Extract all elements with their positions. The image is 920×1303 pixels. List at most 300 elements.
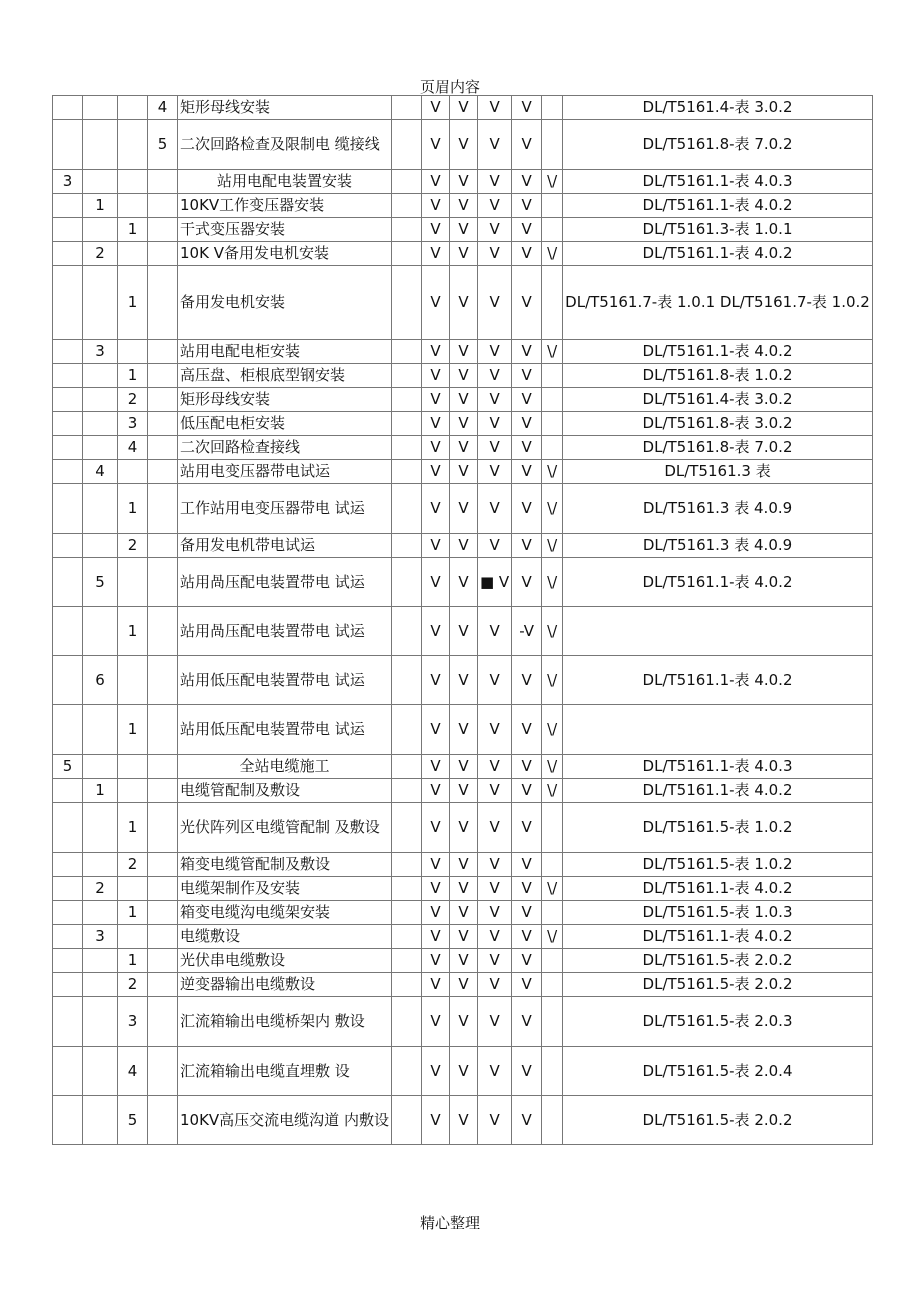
level-1-number (53, 1096, 83, 1145)
level-3-number: 1 (118, 218, 148, 242)
standard-reference: DL/T5161.1-表 4.0.2 (563, 340, 873, 364)
standard-reference: DL/T5161.8-表 7.0.2 (563, 120, 873, 170)
level-4-number (148, 656, 178, 705)
level-1-number: 3 (53, 170, 83, 194)
slash-mark (542, 194, 563, 218)
table-row (53, 218, 873, 242)
item-name: 低压配电柜安装 (178, 412, 392, 436)
table-row (53, 997, 873, 1047)
check-mark: V (449, 949, 477, 973)
standard-reference: DL/T5161.1-表 4.0.2 (563, 194, 873, 218)
check-mark: V (477, 96, 511, 120)
table-row (53, 484, 873, 534)
check-mark: V (477, 705, 511, 755)
item-name: 电缆架制作及安装 (178, 877, 392, 901)
standard-reference: DL/T5161.1-表 4.0.2 (563, 656, 873, 705)
blank-cell (391, 1047, 421, 1096)
check-mark: V (512, 412, 542, 436)
check-mark: V (421, 96, 449, 120)
blank-cell (391, 170, 421, 194)
level-3-number (118, 96, 148, 120)
page-header: 页眉内容 (419, 78, 480, 96)
item-name: 站用电配电柜安装 (178, 340, 392, 364)
check-mark: V (512, 436, 542, 460)
level-3-number: 4 (118, 436, 148, 460)
check-mark: V (449, 901, 477, 925)
check-mark: V (421, 877, 449, 901)
blank-cell (391, 607, 421, 656)
level-2-number: 1 (83, 194, 118, 218)
slash-mark (542, 901, 563, 925)
item-name: 10KV工作变压器安装 (178, 194, 392, 218)
standard-reference: DL/T5161.1-表 4.0.3 (563, 170, 873, 194)
level-1-number (53, 803, 83, 853)
level-4-number (148, 266, 178, 340)
standard-reference: DL/T5161.3 表 4.0.9 (563, 484, 873, 534)
item-name: 站用电变压器带电试运 (178, 460, 392, 484)
blank-cell (391, 412, 421, 436)
check-mark: V (512, 705, 542, 755)
item-name: 汇流箱输出电缆直埋敷 设 (178, 1047, 392, 1096)
level-2-number: 2 (83, 877, 118, 901)
level-2-number (83, 388, 118, 412)
item-name: 逆变器输出电缆敷设 (178, 973, 392, 997)
level-3-number: 1 (118, 484, 148, 534)
level-1-number (53, 705, 83, 755)
check-mark: V (477, 607, 511, 656)
level-2-number (83, 997, 118, 1047)
slash-mark (542, 388, 563, 412)
standard-reference: DL/T5161.1-表 4.0.2 (563, 925, 873, 949)
level-1-number (53, 218, 83, 242)
table-row (53, 1047, 873, 1096)
check-mark: V (421, 1047, 449, 1096)
check-mark: V (449, 388, 477, 412)
item-name: 全站电缆施工 (178, 755, 392, 779)
standard-reference: DL/T5161.3 表 4.0.9 (563, 534, 873, 558)
level-4-number (148, 997, 178, 1047)
level-3-number (118, 460, 148, 484)
slash-mark (542, 973, 563, 997)
level-4-number (148, 607, 178, 656)
table-row (53, 364, 873, 388)
standard-reference: DL/T5161.4-表 3.0.2 (563, 96, 873, 120)
slash-mark: \/ (542, 779, 563, 803)
check-mark: V (512, 803, 542, 853)
level-3-number: 2 (118, 973, 148, 997)
item-name: 站用低压配电装置带电 试运 (178, 705, 392, 755)
check-mark: V (449, 242, 477, 266)
check-mark: V (421, 853, 449, 877)
item-name: 矩形母线安装 (178, 388, 392, 412)
level-2-number (83, 705, 118, 755)
check-mark: V (421, 436, 449, 460)
slash-mark: \/ (542, 340, 563, 364)
check-mark: V (512, 656, 542, 705)
check-mark: V (449, 96, 477, 120)
slash-mark (542, 412, 563, 436)
table-row (53, 170, 873, 194)
check-mark: V (449, 340, 477, 364)
check-mark: V (421, 170, 449, 194)
table-row (53, 607, 873, 656)
check-mark: V (421, 340, 449, 364)
check-mark: V (477, 194, 511, 218)
level-3-number: 2 (118, 388, 148, 412)
level-2-number: 6 (83, 656, 118, 705)
level-4-number (148, 242, 178, 266)
check-mark: V (512, 779, 542, 803)
level-3-number (118, 558, 148, 607)
check-mark: V (421, 949, 449, 973)
check-mark: V (512, 534, 542, 558)
check-mark: V (477, 388, 511, 412)
slash-mark: \/ (542, 534, 563, 558)
check-mark: V (512, 340, 542, 364)
level-3-number (118, 120, 148, 170)
blank-cell (391, 705, 421, 755)
item-name: 光伏阵列区电缆管配制 及敷设 (178, 803, 392, 853)
level-1-number (53, 779, 83, 803)
level-3-number: 1 (118, 607, 148, 656)
check-mark: V (477, 340, 511, 364)
table-row (53, 96, 873, 120)
standard-reference: DL/T5161.3-表 1.0.1 (563, 218, 873, 242)
table-row (53, 925, 873, 949)
check-mark: V (477, 412, 511, 436)
level-3-number: 4 (118, 1047, 148, 1096)
check-mark: V (449, 779, 477, 803)
table-row (53, 436, 873, 460)
level-4-number (148, 1047, 178, 1096)
level-2-number: 3 (83, 340, 118, 364)
level-1-number (53, 242, 83, 266)
slash-mark (542, 120, 563, 170)
table-row (53, 340, 873, 364)
level-4-number (148, 705, 178, 755)
level-4-number (148, 460, 178, 484)
check-mark: V (421, 997, 449, 1047)
check-mark: V (421, 388, 449, 412)
check-mark: V (449, 997, 477, 1047)
blank-cell (391, 877, 421, 901)
level-1-number (53, 901, 83, 925)
check-mark: V (449, 1047, 477, 1096)
check-mark: V (477, 901, 511, 925)
check-mark: V (477, 656, 511, 705)
item-name: 站用咼压配电装置带电 试运 (178, 558, 392, 607)
check-mark: V (477, 436, 511, 460)
check-mark: V (512, 973, 542, 997)
check-mark: V (449, 705, 477, 755)
item-name: 10KV高压交流电缆沟道 内敷设 (178, 1096, 392, 1145)
blank-cell (391, 484, 421, 534)
level-1-number (53, 534, 83, 558)
standard-reference: DL/T5161.8-表 7.0.2 (563, 436, 873, 460)
blank-cell (391, 242, 421, 266)
standard-reference: DL/T5161.5-表 2.0.3 (563, 997, 873, 1047)
check-mark: V (421, 558, 449, 607)
level-4-number (148, 779, 178, 803)
level-4-number: 5 (148, 120, 178, 170)
check-mark: V (449, 558, 477, 607)
slash-mark (542, 96, 563, 120)
blank-cell (391, 853, 421, 877)
check-mark: V (477, 170, 511, 194)
level-3-number: 1 (118, 949, 148, 973)
slash-mark (542, 1096, 563, 1145)
blank-cell (391, 558, 421, 607)
slash-mark: \/ (542, 925, 563, 949)
level-4-number (148, 412, 178, 436)
check-mark: V (512, 1047, 542, 1096)
blank-cell (391, 266, 421, 340)
check-mark: V (512, 218, 542, 242)
blank-cell (391, 973, 421, 997)
level-4-number (148, 484, 178, 534)
slash-mark (542, 364, 563, 388)
level-2-number (83, 266, 118, 340)
table-row (53, 901, 873, 925)
level-2-number (83, 1047, 118, 1096)
item-name: 备用发电机安装 (178, 266, 392, 340)
check-mark: V (449, 925, 477, 949)
level-3-number: 5 (118, 1096, 148, 1145)
check-mark: V (421, 412, 449, 436)
item-name: 电缆敷设 (178, 925, 392, 949)
check-mark: V (421, 484, 449, 534)
level-4-number (148, 194, 178, 218)
item-name: 二次回路检查接线 (178, 436, 392, 460)
level-2-number (83, 484, 118, 534)
blank-cell (391, 364, 421, 388)
slash-mark: \/ (542, 558, 563, 607)
level-1-number (53, 436, 83, 460)
standard-reference: DL/T5161.5-表 1.0.3 (563, 901, 873, 925)
slash-mark: \/ (542, 242, 563, 266)
check-mark: V (449, 120, 477, 170)
level-2-number (83, 607, 118, 656)
check-mark: V (449, 755, 477, 779)
blank-cell (391, 997, 421, 1047)
check-mark: V (449, 1096, 477, 1145)
level-1-number (53, 484, 83, 534)
blank-cell (391, 120, 421, 170)
construction-items-table (52, 95, 873, 1145)
level-3-number (118, 242, 148, 266)
slash-mark: \/ (542, 484, 563, 534)
level-2-number (83, 853, 118, 877)
level-1-number (53, 853, 83, 877)
level-1-number (53, 656, 83, 705)
level-4-number (148, 558, 178, 607)
table-row (53, 949, 873, 973)
check-mark: V (477, 534, 511, 558)
standard-reference: DL/T5161.1-表 4.0.2 (563, 242, 873, 266)
standard-reference: DL/T5161.5-表 2.0.2 (563, 949, 873, 973)
check-mark: V (477, 877, 511, 901)
item-name: 箱变电缆管配制及敷设 (178, 853, 392, 877)
blank-cell (391, 388, 421, 412)
level-2-number: 3 (83, 925, 118, 949)
blank-cell (391, 803, 421, 853)
table-row (53, 388, 873, 412)
check-mark: V (512, 194, 542, 218)
level-3-number: 1 (118, 901, 148, 925)
level-4-number (148, 877, 178, 901)
table-row (53, 803, 873, 853)
level-1-number (53, 340, 83, 364)
table-row (53, 412, 873, 436)
check-mark: V (512, 997, 542, 1047)
check-mark: V (477, 120, 511, 170)
blank-cell (391, 218, 421, 242)
level-4-number (148, 218, 178, 242)
slash-mark: \/ (542, 755, 563, 779)
standard-reference (563, 607, 873, 656)
slash-mark: \/ (542, 607, 563, 656)
check-mark: V (512, 853, 542, 877)
level-4-number (148, 755, 178, 779)
blank-cell (391, 194, 421, 218)
standard-reference: DL/T5161.8-表 1.0.2 (563, 364, 873, 388)
check-mark: V (421, 194, 449, 218)
standard-reference: DL/T5161.1-表 4.0.2 (563, 779, 873, 803)
standard-reference: DL/T5161.1-表 4.0.2 (563, 558, 873, 607)
level-4-number (148, 388, 178, 412)
level-3-number: 1 (118, 266, 148, 340)
level-1-number (53, 120, 83, 170)
standard-reference: DL/T5161.7-表 1.0.1 DL/T5161.7-表 1.0.2 (563, 266, 873, 340)
item-name: 二次回路检查及限制电 缆接线 (178, 120, 392, 170)
standard-reference: DL/T5161.5-表 2.0.2 (563, 973, 873, 997)
check-mark: V (512, 877, 542, 901)
blank-cell (391, 460, 421, 484)
check-mark: V (512, 364, 542, 388)
check-mark: V (449, 218, 477, 242)
level-2-number (83, 973, 118, 997)
level-1-number (53, 877, 83, 901)
standard-reference: DL/T5161.5-表 2.0.4 (563, 1047, 873, 1096)
level-3-number: 2 (118, 853, 148, 877)
level-1-number (53, 949, 83, 973)
check-mark: V (512, 1096, 542, 1145)
check-mark: V (512, 460, 542, 484)
check-mark: V (449, 266, 477, 340)
level-1-number (53, 997, 83, 1047)
level-4-number (148, 340, 178, 364)
item-name: 站用电配电装置安装 (178, 170, 392, 194)
level-2-number (83, 534, 118, 558)
level-2-number (83, 803, 118, 853)
check-mark: -V (512, 607, 542, 656)
item-name: 站用咼压配电装置带电 试运 (178, 607, 392, 656)
slash-mark: \/ (542, 170, 563, 194)
level-1-number: 5 (53, 755, 83, 779)
level-1-number (53, 364, 83, 388)
level-2-number (83, 436, 118, 460)
item-name: 光伏串电缆敷设 (178, 949, 392, 973)
check-mark: V (449, 607, 477, 656)
standard-reference: DL/T5161.5-表 1.0.2 (563, 803, 873, 853)
table-row (53, 853, 873, 877)
check-mark: V (477, 949, 511, 973)
check-mark: V (477, 364, 511, 388)
check-mark: V (512, 558, 542, 607)
check-mark: V (421, 705, 449, 755)
level-3-number: 3 (118, 412, 148, 436)
table-row (53, 558, 873, 607)
table-row (53, 242, 873, 266)
check-mark: V (449, 484, 477, 534)
check-mark: V (512, 755, 542, 779)
standard-reference: DL/T5161.1-表 4.0.2 (563, 877, 873, 901)
level-3-number: 1 (118, 364, 148, 388)
level-2-number (83, 218, 118, 242)
level-3-number (118, 656, 148, 705)
table-row (53, 705, 873, 755)
slash-mark: \/ (542, 460, 563, 484)
level-1-number (53, 1047, 83, 1096)
check-mark: V (449, 436, 477, 460)
level-3-number: 1 (118, 705, 148, 755)
level-2-number (83, 1096, 118, 1145)
level-3-number (118, 755, 148, 779)
blank-cell (391, 925, 421, 949)
check-mark: V (421, 120, 449, 170)
check-mark: V (477, 973, 511, 997)
item-name: 电缆管配制及敷设 (178, 779, 392, 803)
check-mark: V (421, 266, 449, 340)
check-mark: V (477, 803, 511, 853)
blank-cell (391, 340, 421, 364)
check-mark: V (512, 266, 542, 340)
item-name: 箱变电缆沟电缆架安装 (178, 901, 392, 925)
check-mark: V (421, 901, 449, 925)
slash-mark: \/ (542, 705, 563, 755)
check-mark: V (477, 1047, 511, 1096)
check-mark: V (512, 484, 542, 534)
slash-mark (542, 853, 563, 877)
table-row (53, 656, 873, 705)
check-mark: V (512, 925, 542, 949)
level-2-number: 1 (83, 779, 118, 803)
check-mark: V (449, 534, 477, 558)
check-mark: V (449, 973, 477, 997)
level-3-number (118, 925, 148, 949)
check-mark: V (477, 755, 511, 779)
check-mark: V (477, 779, 511, 803)
level-2-number (83, 96, 118, 120)
blank-cell (391, 755, 421, 779)
check-mark: V (421, 607, 449, 656)
level-4-number (148, 949, 178, 973)
level-3-number (118, 340, 148, 364)
blank-cell (391, 949, 421, 973)
item-name: 备用发电机带电试运 (178, 534, 392, 558)
level-1-number (53, 973, 83, 997)
slash-mark (542, 1047, 563, 1096)
blank-cell (391, 436, 421, 460)
check-mark: V (477, 460, 511, 484)
level-4-number (148, 803, 178, 853)
check-mark: V (449, 364, 477, 388)
check-mark: V (477, 484, 511, 534)
slash-mark (542, 803, 563, 853)
level-4-number (148, 1096, 178, 1145)
level-4-number (148, 534, 178, 558)
level-4-number (148, 901, 178, 925)
